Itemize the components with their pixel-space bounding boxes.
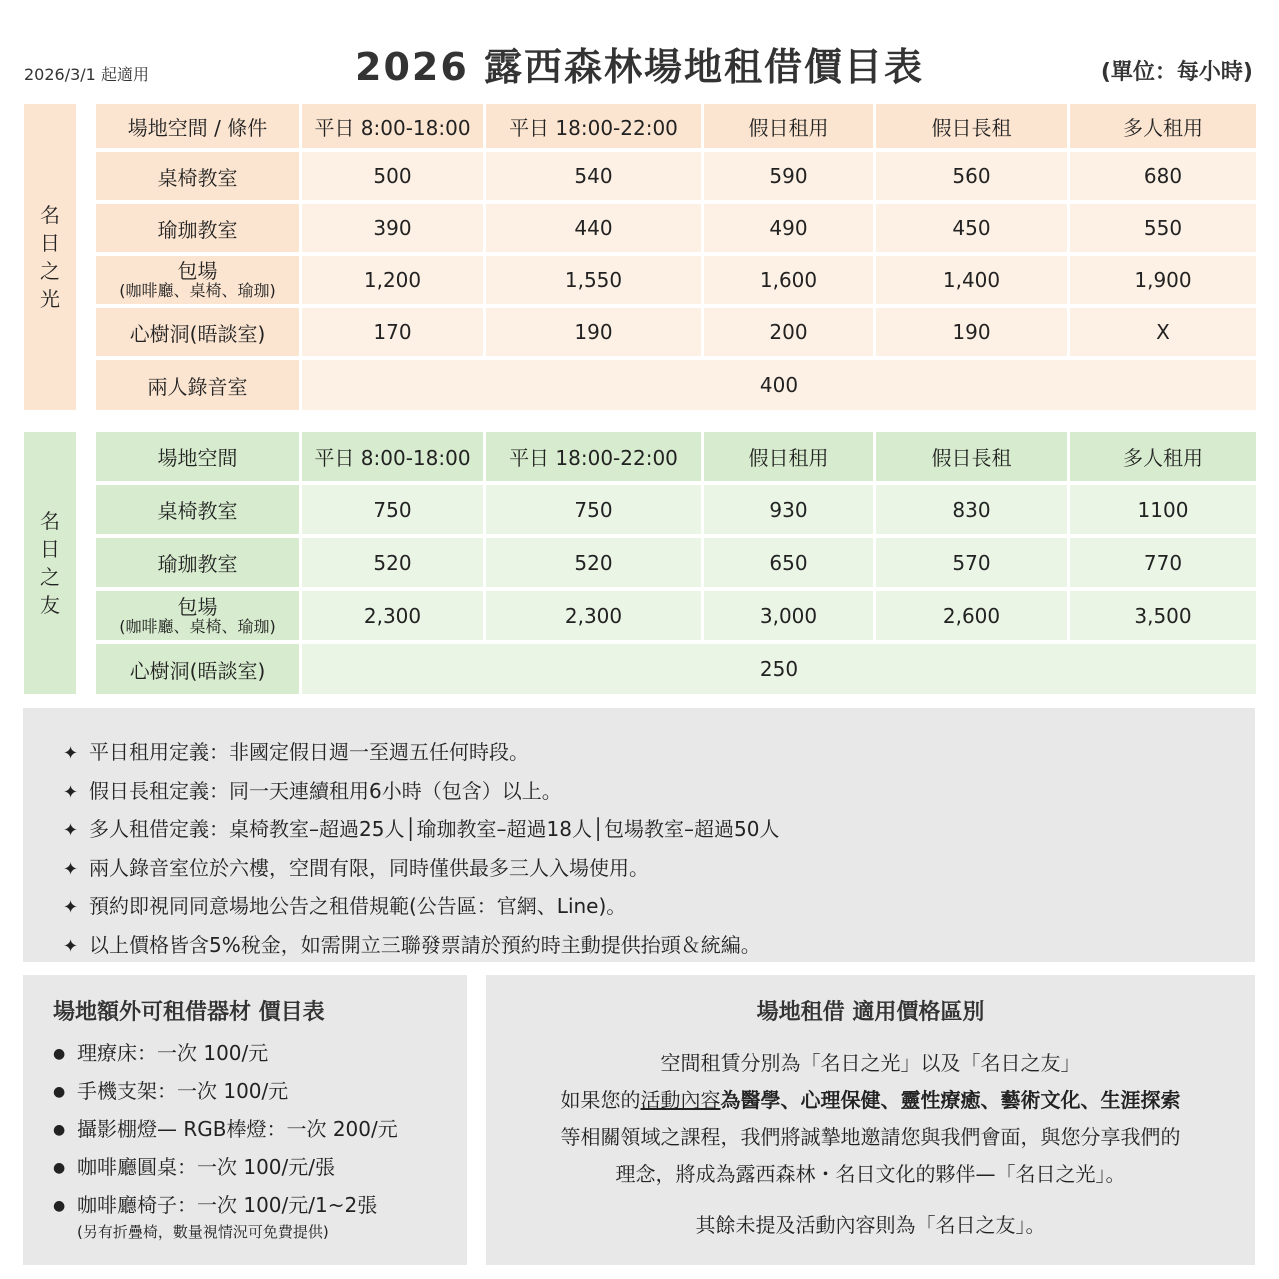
price-cell: 830 [876,485,1070,538]
rule-text-bold: 為醫學、心理保健、靈性療癒、藝術文化、生涯探索 [720,1088,1181,1112]
equipment-item [53,1187,398,1225]
row-label-sub: (咖啡廳、桌椅、瑜珈) [119,281,276,300]
section-label-char: 之 [40,259,60,283]
rule-text: 如果您的 [560,1088,641,1112]
price-table-friend [96,432,1256,694]
table-row [96,152,1256,204]
note-item [63,773,1255,812]
price-cell: 1,550 [486,256,704,308]
table-row [96,308,1256,360]
note-text: 平日租用定義：非國定假日週一至週五任何時段。 [89,740,529,764]
table-row [96,591,1256,644]
price-cell: 3,500 [1070,591,1256,644]
bullet-icon: ● [53,1159,66,1176]
equipment-item [53,1073,398,1111]
notes-list [23,708,1255,966]
rule-line: 空間租賃分別為「名日之光」以及「名日之友」 [660,1051,1081,1075]
price-cell: 190 [486,308,704,360]
price-cell: 770 [1070,538,1256,591]
section-label-char: 之 [40,565,60,589]
column-header: 場地空間 / 條件 [96,104,302,152]
row-label: 心樹洞(晤談室) [96,644,302,694]
price-cell: 520 [302,538,486,591]
pricing-rules-body [486,1045,1255,1193]
price-cell: 1100 [1070,485,1256,538]
column-header: 平日 18:00-22:00 [486,432,704,485]
column-header: 平日 8:00-18:00 [302,432,486,485]
bullet-icon: ● [53,1083,66,1100]
row-label: 心樹洞(晤談室) [96,308,302,360]
price-cell: X [1070,308,1256,360]
sparkle-icon: ✦ [63,820,79,842]
price-cell: 450 [876,204,1070,256]
column-header: 假日長租 [876,104,1070,152]
price-cell: 520 [486,538,704,591]
column-header: 多人租用 [1070,104,1256,152]
column-header: 場地空間 [96,432,302,485]
row-label [96,591,302,644]
rule-line [486,1082,1255,1119]
bullet-icon: ● [53,1121,66,1138]
price-cell: 190 [876,308,1070,360]
price-cell: 400 [302,360,1256,410]
price-cell: 570 [876,538,1070,591]
price-cell: 650 [704,538,876,591]
effective-date: 2026/3/1 起適用 [24,65,149,84]
column-header: 假日租用 [704,104,876,152]
note-item [63,850,1255,889]
bullet-icon: ● [53,1197,66,1214]
row-label [96,256,302,308]
equipment-panel [23,975,467,1265]
sparkle-icon: ✦ [63,897,79,919]
note-item [63,734,1255,773]
unit-label: (單位：每小時) [1100,60,1253,85]
rule-line: 理念，將成為露西森林・名日文化的夥伴—「名日之光」。 [615,1162,1126,1186]
column-header: 平日 18:00-22:00 [486,104,704,152]
section-label-char: 日 [40,231,60,255]
row-label: 瑜珈教室 [96,204,302,256]
note-item [63,811,1255,850]
section-label-char: 名 [40,203,60,227]
notes-panel [23,708,1255,962]
price-cell: 250 [302,644,1256,694]
price-cell: 590 [704,152,876,204]
price-cell: 490 [704,204,876,256]
note-text: 兩人錄音室位於六樓，空間有限，同時僅供最多三人入場使用。 [89,855,649,880]
price-cell: 2,600 [876,591,1070,644]
note-text: 預約即視同同意場地公告之租借規範(公告區：官網、Line)。 [89,894,627,919]
equipment-item [53,1111,398,1149]
equipment-text: 咖啡廳椅子：一次 100/元/1~2張 [77,1192,378,1217]
row-label: 桌椅教室 [96,485,302,538]
row-label: 桌椅教室 [96,152,302,204]
price-cell: 200 [704,308,876,360]
price-cell: 170 [302,308,486,360]
price-cell: 750 [302,485,486,538]
price-cell: 2,300 [302,591,486,644]
price-table-light [96,104,1256,410]
price-cell: 930 [704,485,876,538]
note-text: 以上價格皆含5%稅金，如需開立三聯發票請於預約時主動提供抬頭＆統編。 [89,932,761,957]
section-label-light [24,104,76,410]
note-text: 假日長租定義：同一天連續租用6小時（包含）以上。 [89,778,562,803]
folding-chair-note: (另有折疊椅，數量視情況可免費提供) [77,1223,329,1241]
section-label-char: 名 [40,509,60,533]
row-label-main: 包場 [177,259,218,283]
rule-line: 其餘未提及活動內容則為「名日之友」。 [695,1213,1046,1237]
equipment-list [53,1035,398,1224]
price-cell: 1,400 [876,256,1070,308]
table-row [96,360,1256,410]
row-label: 兩人錄音室 [96,360,302,410]
price-cell: 1,600 [704,256,876,308]
pricing-rules-panel [486,975,1255,1265]
price-cell: 2,300 [486,591,704,644]
pricing-rules-title: 場地租借 適用價格區別 [756,1000,985,1025]
price-cell: 3,000 [704,591,876,644]
table-row [96,485,1256,538]
table-row [96,538,1256,591]
section-label-char: 友 [40,593,60,617]
equipment-text: 理療床：一次 100/元 [77,1041,269,1065]
equipment-title: 場地額外可租借器材 價目表 [53,1000,325,1025]
row-label: 瑜珈教室 [96,538,302,591]
page-title: 2026 露西森林場地租借價目表 [355,45,924,89]
price-cell: 1,200 [302,256,486,308]
section-label-friend [24,432,76,694]
column-header: 假日租用 [704,432,876,485]
activity-content-underlined: 活動內容 [640,1088,721,1112]
sparkle-icon: ✦ [63,935,79,957]
price-cell: 540 [486,152,704,204]
price-cell: 500 [302,152,486,204]
price-cell: 750 [486,485,704,538]
table-row [96,256,1256,308]
price-cell: 1,900 [1070,256,1256,308]
rule-line: 等相關領域之課程，我們將誠摯地邀請您與我們會面，與您分享我們的 [560,1125,1181,1149]
equipment-text: 咖啡廳圓桌：一次 100/元/張 [77,1154,336,1179]
table-row [96,204,1256,256]
note-item [63,927,1255,966]
note-text: 多人租借定義：桌椅教室–超過25人│瑜珈教室–超過18人│包場教室–超過50人 [89,817,780,842]
price-cell: 550 [1070,204,1256,256]
column-header: 多人租用 [1070,432,1256,485]
column-header: 假日長租 [876,432,1070,485]
row-label-main: 包場 [177,594,218,619]
note-item [63,888,1255,927]
sparkle-icon: ✦ [63,743,79,764]
equipment-item [53,1035,398,1073]
equipment-text: 攝影棚燈— RGB棒燈：一次 200/元 [77,1116,398,1141]
sparkle-icon: ✦ [63,781,79,803]
price-cell: 440 [486,204,704,256]
price-cell: 680 [1070,152,1256,204]
row-label-sub: (咖啡廳、桌椅、瑜珈) [119,616,276,636]
sparkle-icon: ✦ [63,858,79,880]
price-cell: 560 [876,152,1070,204]
table-row [96,644,1256,694]
equipment-text: 手機支架：一次 100/元 [77,1078,289,1103]
bullet-icon: ● [53,1046,66,1063]
section-label-char: 日 [40,537,60,561]
price-cell: 390 [302,204,486,256]
column-header: 平日 8:00-18:00 [302,104,486,152]
equipment-item [53,1149,398,1187]
section-label-char: 光 [40,287,60,311]
